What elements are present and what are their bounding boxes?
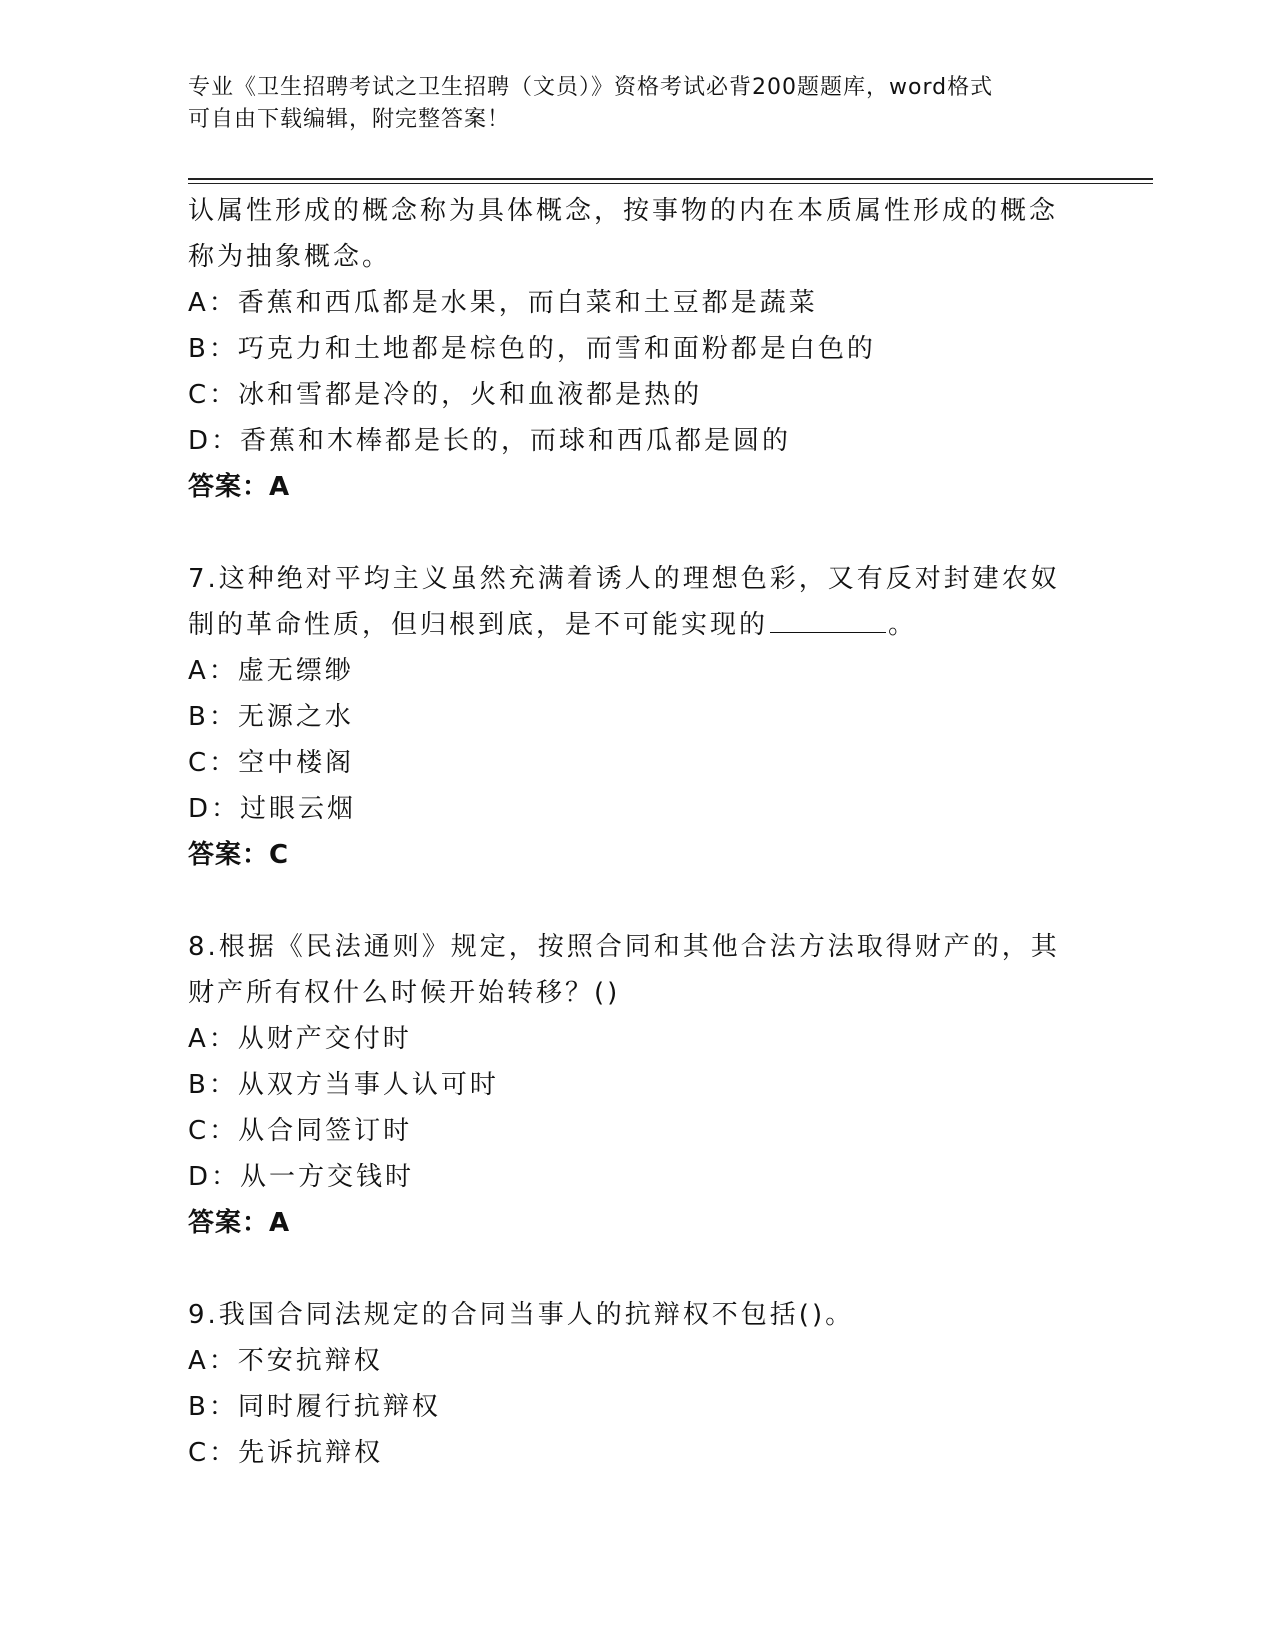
answer: 答案：A [188,1208,291,1238]
option-c: C：先诉抗辩权 [188,1438,384,1468]
question-6-continued [188,188,1088,510]
option-a: A：虚无缥缈 [188,656,354,686]
question-text-part: 制的革命性质，但归根到底，是不可能实现的 [188,610,769,640]
question-8 [188,924,1088,1246]
question-text: 称为抽象概念。 [188,242,392,272]
header-divider-thin [188,183,1153,184]
question-text-part: 。 [888,610,918,640]
header-line-1: 专业《卫生招聘考试之卫生招聘（文员）》资格考试必背200题题库，word格式 [188,75,994,100]
question-text [188,602,1088,648]
question-text: 7.这种绝对平均主义虽然充满着诱人的理想色彩，又有反对封建农奴 [188,564,1060,594]
option-b: B：无源之水 [188,702,354,732]
question-9 [188,1292,1088,1476]
fill-in-blank [770,610,886,633]
option-a: A：香蕉和西瓜都是水果，而白菜和土豆都是蔬菜 [188,288,818,318]
option-a: A：不安抗辩权 [188,1346,383,1376]
header-divider-thick [188,178,1153,180]
option-d: D：从一方交钱时 [188,1162,415,1192]
header-line-2: 可自由下载编辑，附完整答案！ [188,107,511,132]
question-7 [188,556,1088,878]
document-header [188,72,1088,136]
option-d: D：香蕉和木棒都是长的，而球和西瓜都是圆的 [188,426,792,456]
question-text: 9.我国合同法规定的合同当事人的抗辩权不包括()。 [188,1300,855,1330]
option-b: B：同时履行抗辩权 [188,1392,441,1422]
page-content [188,188,1088,1476]
option-c: C：冰和雪都是冷的，火和血液都是热的 [188,380,703,410]
option-b: B：巧克力和土地都是棕色的，而雪和面粉都是白色的 [188,334,876,364]
question-text: 8.根据《民法通则》规定，按照合同和其他合法方法取得财产的，其 [188,932,1060,962]
answer: 答案：A [188,472,291,502]
question-text: 财产所有权什么时候开始转移？() [188,978,621,1008]
question-text: 认属性形成的概念称为具体概念，按事物的内在本质属性形成的概念 [188,196,1059,226]
answer: 答案：C [188,840,290,870]
option-c: C：空中楼阁 [188,748,355,778]
option-b: B：从双方当事人认可时 [188,1070,499,1100]
option-c: C：从合同签订时 [188,1116,413,1146]
option-a: A：从财产交付时 [188,1024,412,1054]
option-d: D：过眼云烟 [188,794,357,824]
